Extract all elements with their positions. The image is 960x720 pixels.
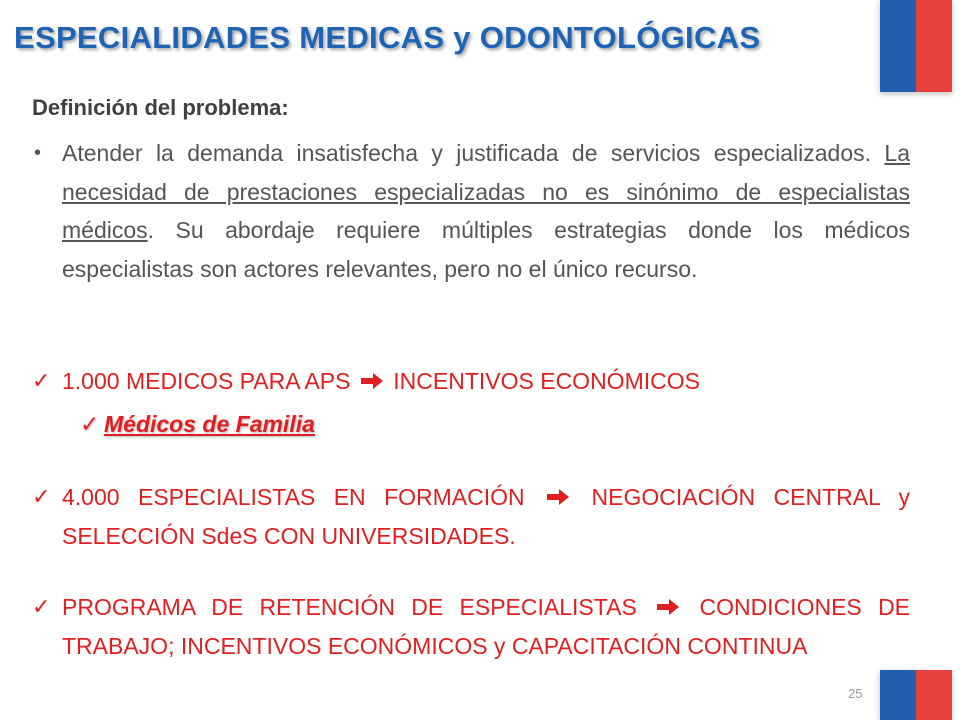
flag-blue-stripe — [880, 670, 916, 720]
checkmark-icon: ✓ — [32, 368, 51, 393]
item-result: CONDICIONES DE TRABAJO; INCENTIVOS ECONÓMICOS y CAPACITACIÓN CONTINUA — [62, 594, 911, 659]
flag-red-stripe — [916, 670, 952, 720]
flag-red-stripe — [916, 0, 952, 92]
paragraph-part2: . Su abordaje requiere múltiples estrategias donde los médicos especialistas son actores relevantes, pero no el único recurso. — [62, 217, 910, 282]
item-label: 4.000 ESPECIALISTAS EN FORMACIÓN — [62, 484, 525, 510]
problem-paragraph — [34, 134, 910, 288]
sub-item-medicos-familia — [80, 405, 315, 444]
arrow-right-icon — [547, 489, 569, 505]
checkmark-icon: ✓ — [80, 411, 100, 437]
item-result: NEGOCIACIÓN CENTRAL y SELECCIÓN SdeS CON UNIVERSIDADES. — [62, 484, 911, 549]
arrow-right-icon — [361, 373, 383, 389]
check-item-text — [62, 478, 910, 555]
flag-top-decoration — [880, 0, 952, 92]
check-item-especialistas-formacion — [32, 478, 910, 555]
checkmark-icon: ✓ — [32, 594, 51, 619]
page-number: 25 — [848, 686, 863, 701]
check-item-text — [62, 588, 910, 665]
sub-item-text: Médicos de Familia — [104, 411, 315, 437]
paragraph-part1: Atender la demanda insatisfecha y justificada de servicios especializados. — [62, 140, 885, 166]
item-result: INCENTIVOS ECONÓMICOS — [393, 368, 700, 394]
check-item-medicos-aps — [32, 362, 910, 401]
paragraph-text — [62, 134, 910, 288]
bullet-icon: • — [34, 142, 42, 164]
problem-definition-heading: Definición del problema: — [32, 95, 289, 120]
item-label: PROGRAMA DE RETENCIÓN DE ESPECIALISTAS — [62, 594, 637, 620]
checkmark-icon: ✓ — [32, 484, 51, 509]
flag-blue-stripe — [880, 0, 916, 92]
arrow-right-icon — [657, 599, 679, 615]
flag-bottom-decoration — [880, 670, 952, 720]
check-item-text — [62, 362, 910, 401]
slide-title: ESPECIALIDADES MEDICAS y ODONTOLÓGICAS — [14, 20, 761, 55]
item-label: 1.000 MEDICOS PARA APS — [62, 368, 351, 394]
check-item-retencion-especialistas — [32, 588, 910, 665]
paragraph-underlined: La necesidad de prestaciones especializadas no es sinónimo de especialistas médicos — [62, 140, 910, 243]
